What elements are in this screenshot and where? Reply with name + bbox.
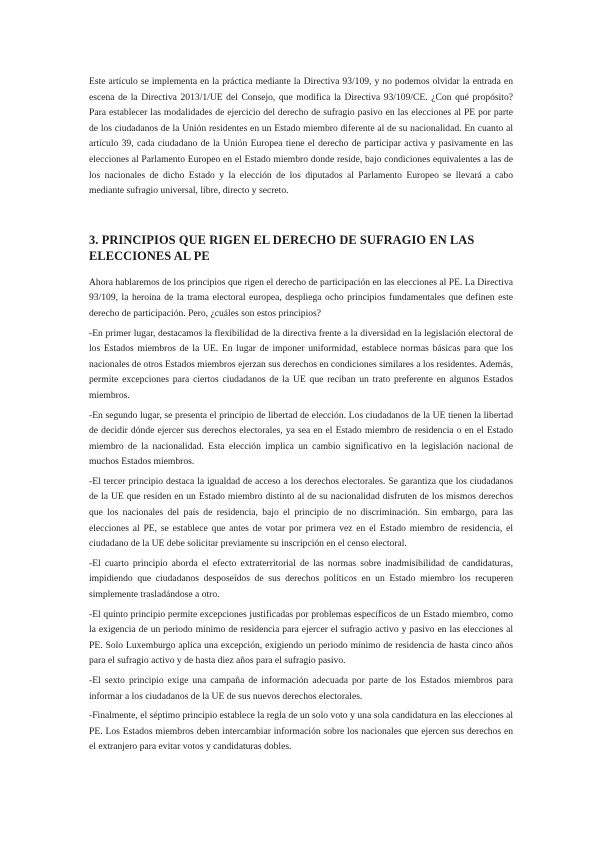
intro-paragraph: Este artículo se implementa en la práctica mediante la Directiva 93/109, y no podemos olvidar la entrada en escena de la Directiva 2013/1/UE del Consejo, que modifica la Directiva 93/109/CE. ¿Con qué propósito? Para establecer las modalidades de ejercicio del derecho de sufragio pasivo en las elecciones al PE por parte de los ciudadanos de la Unión residentes en un Estado miembro diferente al de su nacionalidad. En cuanto al artículo 39, cada ciudadano de la Unión Europea tiene el derecho de participar activa y pasivamente en las elecciones al Parlamento Europeo en el Estado miembro donde reside, bajo condiciones equivalentes a las de los nacionales de dicho Estado y la elección de los diputados al Parlamento Europeo se llevará a cabo mediante sufragio universal, libre, directo y secreto. [89, 76, 513, 197]
principle-paragraph-6: -El sexto principio exige una campaña de información adecuada por parte de los Estados miembros para informar a los ciudadanos de la UE de sus nuevos derechos electorales. [89, 675, 513, 702]
principle-paragraph-7: -Finalmente, el séptimo principio establece la regla de un solo voto y una sola candidatura en las elecciones al PE. Los Estados miembros deben intercambiar información sobre los nacionales que ejercen sus derechos en el extranjero para evitar votos y candidaturas dobles. [89, 710, 513, 753]
section-paragraph-intro: Ahora hablaremos de los principios que rigen el derecho de participación en las elecciones al PE. La Directiva 93/109, la heroína de la trama electoral europea, despliega ocho principios fundamentales que definen este derecho de participación. Pero, ¿cuáles son estos principios? [89, 276, 513, 319]
principle-paragraph-4: -El cuarto principio aborda el efecto extraterritorial de las normas sobre inadmisibilidad de candidaturas, impidiendo que ciudadanos desposeídos de sus derechos políticos en un Estado miembro los recuperen simplemente trasladándose a otro. [89, 557, 513, 601]
principle-paragraph-1: -En primer lugar, destacamos la flexibilidad de la directiva frente a la diversidad en la legislación electoral de los Estados miembros de la UE. En lugar de imponer uniformidad, establece normas básicas para que los nacionales de otros Estados miembros ejerzan sus derechos en condiciones similares a los residentes. Además, permite excepciones para ciertos ciudadanos de la UE que reciban un trato preferente en algunos Estados miembros. [89, 327, 513, 401]
section-body [89, 275, 513, 755]
principle-paragraph-5: -El quinto principio permite excepciones justificadas por problemas específicos de un Estado miembro, como la exigencia de un periodo mínimo de residencia para ejercer el sufragio activo y pasivo en las elecciones al PE. Solo Luxemburgo aplica una excepción, exigiendo un periodo mínimo de residencia de hasta cinco años para el sufragio activo y de hasta diez años para el sufragio pasivo. [89, 608, 513, 667]
principle-paragraph-3: -El tercer principio destaca la igualdad de acceso a los derechos electorales. Se garantiza que los ciudadanos de la UE que residen en un Estado miembro distinto al de su nacionalidad disfruten de los mismos derechos que los nacionales del país de residencia, bajo el principio de no discriminación. Sin embargo, para las elecciones al PE, se establece que antes de votar por primera vez en el Estado miembro de residencia, el ciudadano de la UE debe solicitar previamente su inscripción en el censo electoral. [89, 475, 513, 550]
principle-paragraph-2: -En segundo lugar, se presenta el principio de libertad de elección. Los ciudadanos de la UE tienen la libertad de decidir dónde ejercer sus derechos electorales, ya sea en el Estado miembro de residencia o en el Estado miembro de la nacionalidad. Esta elección implica un cambio significativo en la legislación nacional de muchos Estados miembros. [89, 409, 513, 468]
section-heading: 3. PRINCIPIOS QUE RIGEN EL DERECHO DE SUFRAGIO EN LAS ELECCIONES AL PE [89, 232, 475, 263]
